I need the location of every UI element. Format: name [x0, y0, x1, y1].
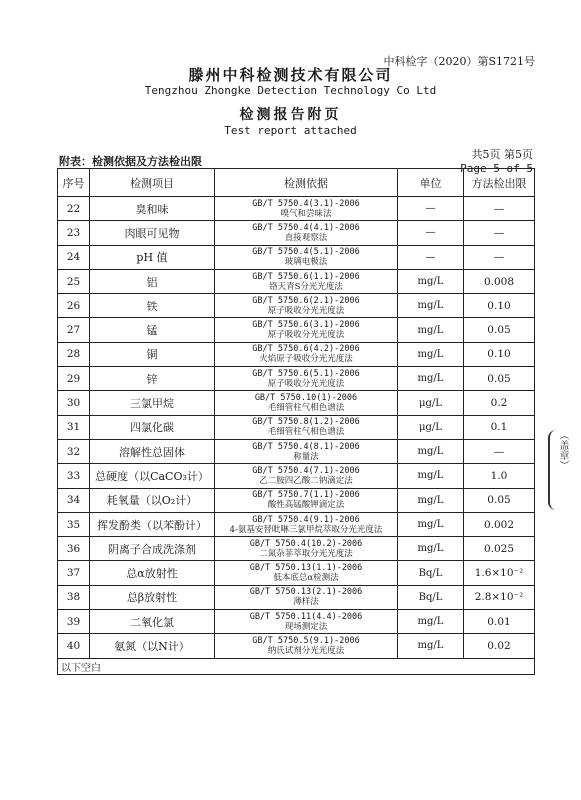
row-unit: mg/L [398, 342, 464, 366]
row-seq: 25 [58, 269, 90, 293]
row-unit: Bq/L [398, 561, 464, 585]
row-standard: GB/T 5750.4(9.1)-2006 [252, 514, 360, 525]
row-method: 毛细管柱气相色谱法 [267, 427, 345, 438]
row-basis [215, 561, 398, 585]
row-item: 耗氧量（以O₂计） [90, 488, 215, 512]
row-item: 三氯甲烷 [90, 391, 215, 415]
row-method: 4-氨基安替吡啉三氯甲烷萃取分光光度法 [229, 524, 383, 535]
row-seq: 30 [58, 391, 90, 415]
row-method: 酸性高锰酸钾滴定法 [267, 500, 345, 511]
row-standard: GB/T 5750.6(4.2)-2006 [252, 344, 360, 355]
row-limit: 0.002 [464, 512, 535, 536]
row-basis [215, 342, 398, 366]
blank-row [58, 658, 535, 674]
row-limit: 0.2 [464, 391, 535, 415]
row-seq: 35 [58, 512, 90, 536]
row-item: 二氧化氯 [90, 610, 215, 634]
row-method: 玻璃电极法 [284, 257, 328, 268]
header-basis: 检测依据 [215, 169, 398, 197]
row-limit: 1.6×10⁻² [464, 561, 535, 585]
table-row [58, 269, 535, 293]
row-item: 氨氮（以N计） [90, 634, 215, 658]
row-standard: GB/T 5750.5(9.1)-2006 [252, 635, 360, 646]
row-unit: mg/L [398, 537, 464, 561]
row-basis [215, 269, 398, 293]
row-basis [215, 439, 398, 463]
row-unit: — [398, 221, 464, 245]
row-basis [215, 245, 398, 269]
table-row [58, 439, 535, 463]
row-item: 挥发酚类（以苯酚计） [90, 512, 215, 536]
row-item: 锌 [90, 367, 215, 391]
row-unit: mg/L [398, 294, 464, 318]
row-seq: 37 [58, 561, 90, 585]
row-method: 原子吸收分光光度法 [267, 305, 345, 316]
row-unit: mg/L [398, 318, 464, 342]
row-method: 乙二胺四乙酸二钠滴定法 [259, 475, 353, 486]
annex-label: 附表：检测依据及方法检出限 [59, 155, 202, 168]
row-item: 锰 [90, 318, 215, 342]
row-seq: 31 [58, 415, 90, 439]
table-row [58, 367, 535, 391]
row-unit: mg/L [398, 439, 464, 463]
row-item: 阴离子合成洗涤剂 [90, 537, 215, 561]
row-limit: 0.01 [464, 610, 535, 634]
row-limit: 0.05 [464, 488, 535, 512]
row-method: 原子吸收分光光度法 [267, 378, 345, 389]
row-seq: 40 [58, 634, 90, 658]
row-basis [215, 464, 398, 488]
row-basis [215, 391, 398, 415]
row-limit: 0.05 [464, 318, 535, 342]
company-name-english: Tengzhou Zhongke Detection Technology Co Ltd [144, 84, 437, 97]
row-seq: 34 [58, 488, 90, 512]
table-row [58, 610, 535, 634]
table-row [58, 197, 535, 221]
row-unit: — [398, 245, 464, 269]
table-row [58, 585, 535, 609]
page-indicator-en: Page 5 of 5 [460, 162, 533, 175]
row-unit: mg/L [398, 367, 464, 391]
row-method: 铬天青S分光光度法 [269, 281, 343, 292]
row-method: 二氮杂菲萃取分光光度法 [259, 548, 353, 559]
row-item: 铜 [90, 342, 215, 366]
row-standard: GB/T 5750.6(5.1)-2006 [252, 368, 360, 379]
row-seq: 29 [58, 367, 90, 391]
blank-note: 以下空白 [58, 658, 535, 674]
page-title: 检测报告附页 [239, 107, 342, 123]
row-limit: 0.02 [464, 634, 535, 658]
row-limit: — [464, 439, 535, 463]
row-unit: mg/L [398, 610, 464, 634]
row-basis [215, 488, 398, 512]
row-unit: mg/L [398, 464, 464, 488]
row-limit: — [464, 197, 535, 221]
header-seq: 序号 [58, 169, 90, 197]
row-standard: GB/T 5750.13(1.1)-2006 [249, 563, 363, 574]
row-basis [215, 512, 398, 536]
page-indicator-cn: 共5页 第5页 [471, 148, 533, 161]
row-basis [215, 294, 398, 318]
row-limit: 1.0 [464, 464, 535, 488]
row-seq: 28 [58, 342, 90, 366]
row-method: 嗅气和尝味法 [280, 208, 332, 219]
row-standard: GB/T 5750.4(3.1)-2006 [252, 198, 360, 209]
table-row [58, 318, 535, 342]
row-method: 直接观察法 [284, 232, 328, 243]
table-row [58, 464, 535, 488]
row-item: 铁 [90, 294, 215, 318]
table-row [58, 294, 535, 318]
table-row [58, 634, 535, 658]
row-basis [215, 367, 398, 391]
row-limit: 0.10 [464, 342, 535, 366]
row-basis [215, 634, 398, 658]
row-item: 铝 [90, 269, 215, 293]
row-seq: 36 [58, 537, 90, 561]
row-limit: 0.10 [464, 294, 535, 318]
row-method: 毛细管柱气相色谱法 [267, 403, 345, 414]
header-unit: 单位 [398, 169, 464, 197]
row-seq: 33 [58, 464, 90, 488]
row-unit: mg/L [398, 512, 464, 536]
row-limit: 2.8×10⁻² [464, 585, 535, 609]
row-seq: 26 [58, 294, 90, 318]
table-row [58, 512, 535, 536]
row-basis [215, 318, 398, 342]
row-method: 纳氏试剂分光光度法 [267, 645, 345, 656]
row-unit: mg/L [398, 634, 464, 658]
row-method: 现场测定法 [284, 621, 328, 632]
row-item: 总α放射性 [90, 561, 215, 585]
row-standard: GB/T 5750.6(1.1)-2006 [252, 271, 360, 282]
row-unit: μg/L [398, 391, 464, 415]
row-item: 臭和味 [90, 197, 215, 221]
row-item: 总β放射性 [90, 585, 215, 609]
row-unit: mg/L [398, 269, 464, 293]
page-title-english: Test report attached [224, 124, 357, 137]
row-unit: Bq/L [398, 585, 464, 609]
row-method: 薄样法 [293, 597, 319, 608]
row-basis [215, 221, 398, 245]
row-unit: μg/L [398, 415, 464, 439]
table-row [58, 342, 535, 366]
row-seq: 38 [58, 585, 90, 609]
row-item: 总硬度（以CaCO₃计） [90, 464, 215, 488]
row-item: 四氯化碳 [90, 415, 215, 439]
row-method: 称量法 [293, 451, 319, 462]
row-standard: GB/T 5750.6(2.1)-2006 [252, 295, 360, 306]
row-standard: GB/T 5750.7(1.1)-2006 [252, 490, 360, 501]
row-basis [215, 537, 398, 561]
header-limit: 方法检出限 [464, 169, 535, 197]
table-row [58, 537, 535, 561]
row-item: pH 值 [90, 245, 215, 269]
company-name: 滕州中科检测技术有限公司 [188, 66, 393, 84]
methods-table [57, 168, 535, 675]
row-limit: 0.05 [464, 367, 535, 391]
row-unit: mg/L [398, 488, 464, 512]
row-seq: 39 [58, 610, 90, 634]
row-basis [215, 585, 398, 609]
row-standard: GB/T 5750.4(10.2)-2006 [249, 538, 363, 549]
row-limit: 0.1 [464, 415, 535, 439]
row-standard: GB/T 5750.4(7.1)-2006 [252, 465, 360, 476]
header-item: 检测项目 [90, 169, 215, 197]
table-row [58, 391, 535, 415]
row-limit: — [464, 221, 535, 245]
table-row [58, 415, 535, 439]
row-standard: GB/T 5750.10(1)-2006 [254, 393, 358, 404]
row-method: 原子吸收分光光度法 [267, 330, 345, 341]
table-body [58, 197, 535, 659]
row-standard: GB/T 5750.4(8.1)-2006 [252, 441, 360, 452]
row-seq: 32 [58, 439, 90, 463]
row-standard: GB/T 5750.11(4.4)-2006 [249, 611, 363, 622]
table-row [58, 245, 535, 269]
row-standard: GB/T 5750.13(2.1)-2006 [249, 587, 363, 598]
row-basis [215, 610, 398, 634]
table-row [58, 561, 535, 585]
row-seq: 22 [58, 197, 90, 221]
row-limit: 0.025 [464, 537, 535, 561]
table-row [58, 488, 535, 512]
table-row [58, 221, 535, 245]
row-seq: 27 [58, 318, 90, 342]
row-seq: 24 [58, 245, 90, 269]
row-basis [215, 197, 398, 221]
row-seq: 23 [58, 221, 90, 245]
row-item: 溶解性总固体 [90, 439, 215, 463]
row-standard: GB/T 5750.4(5.1)-2006 [252, 247, 360, 258]
row-item: 肉眼可见物 [90, 221, 215, 245]
table-header-row [58, 169, 535, 197]
row-limit: — [464, 245, 535, 269]
row-unit: — [398, 197, 464, 221]
row-basis [215, 415, 398, 439]
document-number: 中科检字（2020）第S1721号 [383, 55, 535, 68]
seam-stamp-icon: （盖章） [548, 430, 570, 510]
row-method: 低本底总α检测法 [273, 573, 339, 584]
row-limit: 0.008 [464, 269, 535, 293]
row-method: 火焰原子吸收分光光度法 [259, 354, 353, 365]
row-standard: GB/T 5750.8(1.2)-2006 [252, 417, 360, 428]
row-standard: GB/T 5750.6(3.1)-2006 [252, 320, 360, 331]
row-standard: GB/T 5750.4(4.1)-2006 [252, 222, 360, 233]
